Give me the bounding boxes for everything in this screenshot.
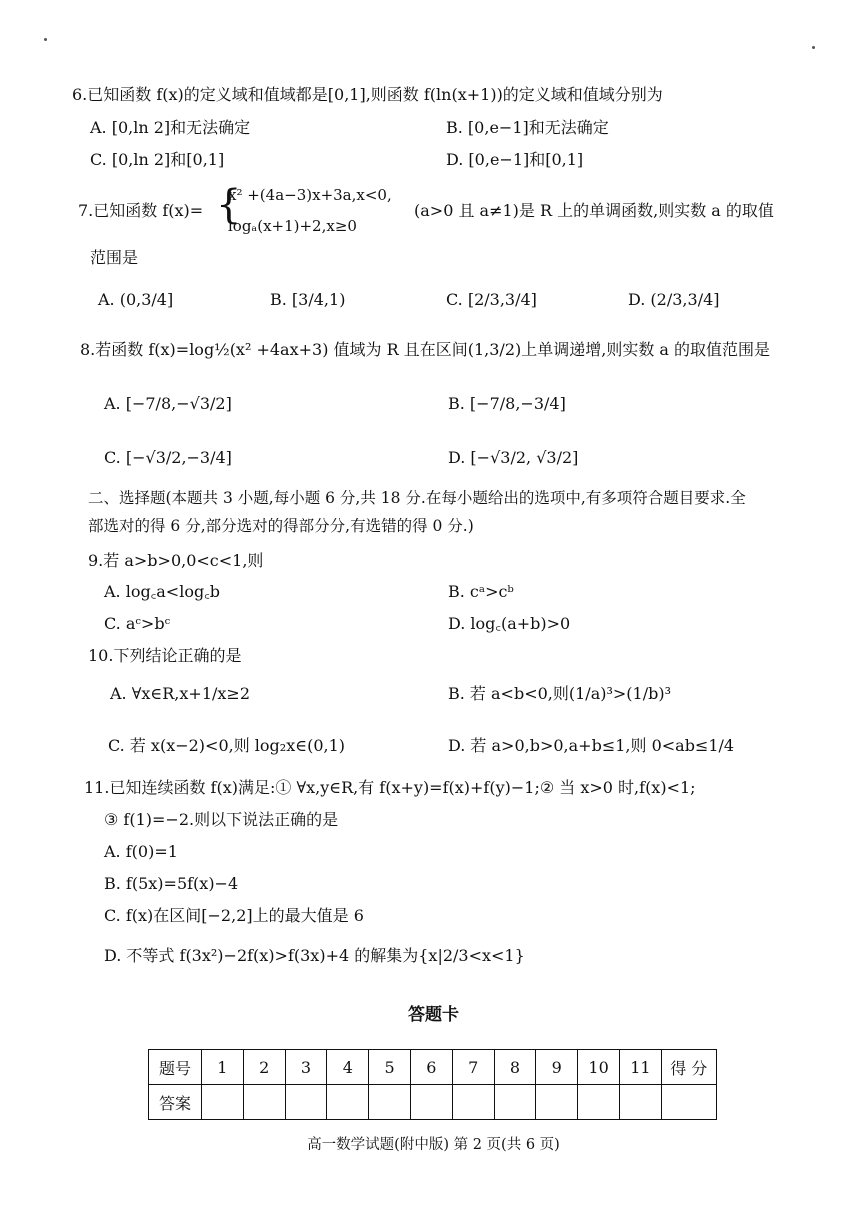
q6-option-b[interactable]: B. [0,e−1]和无法确定 bbox=[446, 118, 609, 137]
q6-stem: 6.已知函数 f(x)的定义域和值域都是[0,1],则函数 f(ln(x+1))的定义域和值域分别为 bbox=[72, 85, 663, 104]
q9-stem: 9.若 a>b>0,0<c<1,则 bbox=[88, 551, 264, 570]
q7-stem-prefix: 7.已知函数 f(x)= bbox=[78, 201, 204, 220]
answer-cell[interactable] bbox=[369, 1085, 411, 1120]
answer-cell[interactable] bbox=[327, 1085, 369, 1120]
answer-cell[interactable] bbox=[202, 1085, 244, 1120]
question-number-cell: 1 bbox=[202, 1050, 244, 1085]
q6-option-d[interactable]: D. [0,e−1]和[0,1] bbox=[446, 150, 584, 169]
q11-stem-line-1: 11.已知连续函数 f(x)满足:① ∀x,y∈R,有 f(x+y)=f(x)+f(y)−1;② 当 x>0 时,f(x)<1; bbox=[84, 778, 696, 797]
q9-option-d[interactable]: D. log꜀(a+b)>0 bbox=[448, 614, 571, 633]
answer-cell[interactable] bbox=[578, 1085, 620, 1120]
question-number-cell: 11 bbox=[619, 1050, 661, 1085]
q10-stem: 10.下列结论正确的是 bbox=[88, 646, 242, 665]
answer-cell[interactable] bbox=[619, 1085, 661, 1120]
question-number-cell: 5 bbox=[369, 1050, 411, 1085]
q9-option-c[interactable]: C. aᶜ>bᶜ bbox=[104, 614, 171, 633]
q7-case-1: x² +(4a−3)x+3a,x<0, bbox=[228, 186, 392, 204]
answer-cell[interactable] bbox=[452, 1085, 494, 1120]
section-2-line-1: 二、选择题(本题共 3 小题,每小题 6 分,共 18 分.在每小题给出的选项中,有多项符合题目要求.全 bbox=[88, 489, 746, 507]
answer-cell[interactable] bbox=[410, 1085, 452, 1120]
answer-card-title: 答题卡 bbox=[408, 1005, 459, 1025]
answer-card-number-row bbox=[149, 1050, 717, 1085]
q11-option-c[interactable]: C. f(x)在区间[−2,2]上的最大值是 6 bbox=[104, 906, 364, 925]
q6-option-a[interactable]: A. [0,ln 2]和无法确定 bbox=[90, 118, 251, 137]
q7-brace: { bbox=[216, 182, 242, 228]
page-footer: 高一数学试题(附中版) 第 2 页(共 6 页) bbox=[307, 1137, 560, 1153]
scan-speck bbox=[812, 46, 815, 49]
q7-option-d[interactable]: D. (2/3,3/4] bbox=[628, 290, 720, 309]
q6-option-c[interactable]: C. [0,ln 2]和[0,1] bbox=[90, 150, 225, 169]
q7-option-c[interactable]: C. [2/3,3/4] bbox=[446, 290, 537, 309]
question-number-cell: 8 bbox=[494, 1050, 536, 1085]
q8-option-d[interactable]: D. [−√3/2, √3/2] bbox=[448, 448, 579, 467]
q7-option-b[interactable]: B. [3/4,1) bbox=[270, 290, 346, 309]
q9-option-a[interactable]: A. log꜀a<log꜀b bbox=[104, 582, 220, 601]
scan-speck bbox=[44, 38, 47, 41]
q10-option-c[interactable]: C. 若 x(x−2)<0,则 log₂x∈(0,1) bbox=[108, 736, 346, 755]
q10-option-d[interactable]: D. 若 a>0,b>0,a+b≤1,则 0<ab≤1/4 bbox=[448, 736, 735, 755]
answer-cell[interactable] bbox=[285, 1085, 327, 1120]
q7-option-a[interactable]: A. (0,3/4] bbox=[98, 290, 174, 309]
q9-option-b[interactable]: B. cᵃ>cᵇ bbox=[448, 582, 514, 601]
answer-card-table bbox=[148, 1049, 717, 1120]
question-number-cell: 6 bbox=[410, 1050, 452, 1085]
section-2-heading bbox=[88, 484, 808, 540]
question-number-cell: 9 bbox=[536, 1050, 578, 1085]
question-number-cell: 7 bbox=[452, 1050, 494, 1085]
question-number-cell: 3 bbox=[285, 1050, 327, 1085]
score-cell[interactable] bbox=[661, 1085, 716, 1120]
q10-option-b[interactable]: B. 若 a<b<0,则(1/a)³>(1/b)³ bbox=[448, 684, 672, 703]
number-header: 题号 bbox=[149, 1050, 202, 1085]
q11-option-a[interactable]: A. f(0)=1 bbox=[104, 842, 178, 861]
answer-cell[interactable] bbox=[494, 1085, 536, 1120]
q11-option-d[interactable]: D. 不等式 f(3x²)−2f(x)>f(3x)+4 的解集为{x|2/3<x<1} bbox=[104, 946, 525, 965]
answer-cell[interactable] bbox=[243, 1085, 285, 1120]
q8-option-a[interactable]: A. [−7/8,−√3/2] bbox=[104, 394, 232, 413]
question-number-cell: 10 bbox=[578, 1050, 620, 1085]
q11-stem-line-2: ③ f(1)=−2.则以下说法正确的是 bbox=[104, 810, 339, 829]
q8-option-b[interactable]: B. [−7/8,−3/4] bbox=[448, 394, 566, 413]
answer-header: 答案 bbox=[149, 1085, 202, 1120]
q7-stem-line2: 范围是 bbox=[90, 248, 139, 267]
q11-option-b[interactable]: B. f(5x)=5f(x)−4 bbox=[104, 874, 239, 893]
q7-stem-suffix: (a>0 且 a≠1)是 R 上的单调函数,则实数 a 的取值 bbox=[414, 201, 774, 220]
question-number-cell: 2 bbox=[243, 1050, 285, 1085]
q8-option-c[interactable]: C. [−√3/2,−3/4] bbox=[104, 448, 232, 467]
section-2-line-2: 部选对的得 6 分,部分选对的得部分分,有选错的得 0 分.) bbox=[88, 517, 474, 535]
q8-stem: 8.若函数 f(x)=log½(x² +4ax+3) 值域为 R 且在区间(1,3/2)上单调递增,则实数 a 的取值范围是 bbox=[80, 340, 771, 359]
answer-card-answer-row bbox=[149, 1085, 717, 1120]
question-number-cell: 4 bbox=[327, 1050, 369, 1085]
answer-cell[interactable] bbox=[536, 1085, 578, 1120]
q7-case-2: logₐ(x+1)+2,x≥0 bbox=[228, 217, 357, 235]
score-header: 得 分 bbox=[661, 1050, 716, 1085]
q10-option-a[interactable]: A. ∀x∈R,x+1/x≥2 bbox=[110, 684, 250, 703]
